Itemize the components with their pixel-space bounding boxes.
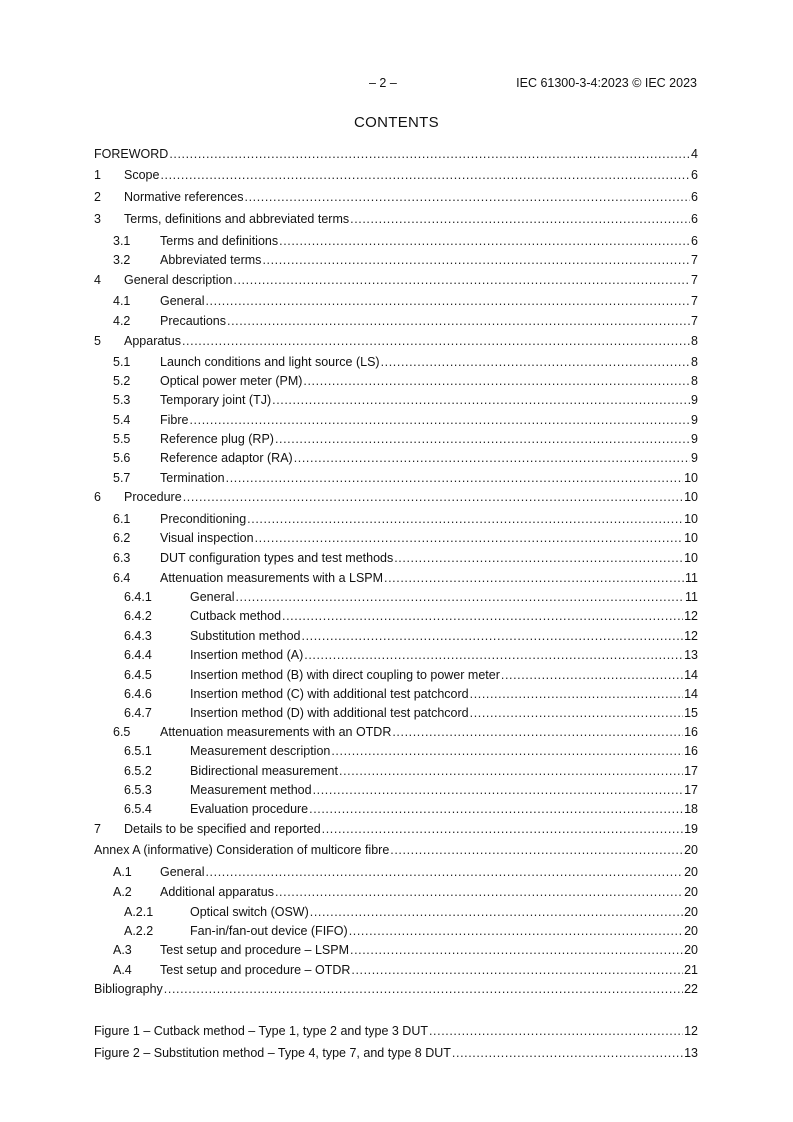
toc-entry-number: 6.4.2 <box>124 609 152 623</box>
dot-leader <box>282 606 683 626</box>
toc-entry-label: General description <box>124 270 233 290</box>
dot-leader <box>501 665 683 685</box>
dot-leader <box>247 509 683 529</box>
toc-entry-number: 4 <box>94 273 101 287</box>
toc-entry-page: 22 <box>683 979 698 999</box>
toc-entry-label: Measurement method <box>190 780 313 800</box>
toc-entry-label: Normative references <box>124 187 245 207</box>
toc-entry-number: 5.6 <box>113 451 131 465</box>
toc-entry-page: 10 <box>683 468 698 488</box>
toc-entry[interactable] <box>94 840 698 860</box>
toc-entry-number: 6.5.4 <box>124 802 152 816</box>
toc-entry-number: 5.5 <box>113 432 131 446</box>
toc-entry-label: General <box>190 587 235 607</box>
toc-entry-label: Attenuation measurements with a LSPM <box>160 568 384 588</box>
toc-entry-page: 20 <box>683 840 698 860</box>
toc-entry-label: Terms, definitions and abbreviated terms <box>124 209 350 229</box>
dot-leader <box>470 703 683 723</box>
toc-entry-number: 5.4 <box>113 413 131 427</box>
toc-entry-label: Test setup and procedure – OTDR <box>160 960 351 980</box>
dot-leader <box>164 979 683 999</box>
toc-entry-label: Additional apparatus <box>160 882 275 902</box>
toc-entry-number: 3 <box>94 212 101 226</box>
toc-entry-page: 9 <box>690 448 698 468</box>
toc-entry-label: Attenuation measurements with an OTDR <box>160 722 392 742</box>
toc-entry-page: 16 <box>683 722 698 742</box>
toc-entry-number: 6.4.5 <box>124 668 152 682</box>
toc-entry[interactable] <box>94 144 698 164</box>
toc-entry[interactable] <box>94 291 698 311</box>
dot-leader <box>349 921 683 941</box>
toc-entry-number: 6.4 <box>113 571 131 585</box>
toc-entry-label: Measurement description <box>190 741 331 761</box>
dot-leader <box>255 528 684 548</box>
toc-entry-label: Insertion method (A) <box>190 645 304 665</box>
toc-entry-label: Cutback method <box>190 606 282 626</box>
toc-entry-number: 6.5.1 <box>124 744 152 758</box>
toc-entry-page: 20 <box>683 921 698 941</box>
toc-entry-number: 5.3 <box>113 393 131 407</box>
toc-entry[interactable] <box>94 528 698 548</box>
toc-entry-page: 18 <box>683 799 698 819</box>
dot-leader <box>226 468 683 488</box>
toc-entry-number: 4.2 <box>113 314 131 328</box>
toc-entry-page: 7 <box>690 311 698 331</box>
toc-entry[interactable] <box>94 703 698 723</box>
toc-entry[interactable] <box>94 250 698 270</box>
toc-entry-label: Fibre <box>160 410 189 430</box>
dot-leader <box>235 587 684 607</box>
dot-leader <box>392 722 683 742</box>
dot-leader <box>279 231 690 251</box>
toc-entry-page: 17 <box>683 780 698 800</box>
dot-leader <box>275 882 683 902</box>
toc-entry-label: General <box>160 862 205 882</box>
dot-leader <box>304 645 683 665</box>
toc-entry[interactable] <box>94 429 698 449</box>
toc-entry-page: 10 <box>683 548 698 568</box>
toc-entry-label: Insertion method (D) with additional test patchcord <box>190 703 470 723</box>
toc-entry-page: 14 <box>683 684 698 704</box>
toc-entry[interactable] <box>94 626 698 646</box>
toc-entry[interactable] <box>94 921 698 941</box>
dot-leader <box>294 448 690 468</box>
dot-leader <box>205 291 690 311</box>
toc-entry-page: 8 <box>690 331 698 351</box>
toc-entry-label: Annex A (informative) Consideration of multicore fibre <box>94 840 390 860</box>
toc-entry[interactable] <box>94 487 698 507</box>
toc-entry-page: 15 <box>683 703 698 723</box>
toc-entry-label: Temporary joint (TJ) <box>160 390 272 410</box>
toc-entry[interactable] <box>94 270 698 290</box>
toc-entry-label: Evaluation procedure <box>190 799 309 819</box>
toc-entry-page: 6 <box>690 231 698 251</box>
dot-leader <box>322 819 683 839</box>
dot-leader <box>227 311 690 331</box>
toc-entry-label: Preconditioning <box>160 509 247 529</box>
toc-entry-number: 5.2 <box>113 374 131 388</box>
toc-entry-number: 6.5.3 <box>124 783 152 797</box>
toc-entry-label: Precautions <box>160 311 227 331</box>
toc-entry[interactable] <box>94 509 698 529</box>
toc-entry-number: A.2.2 <box>124 924 154 938</box>
toc-entry-page: 8 <box>690 371 698 391</box>
dot-leader <box>233 270 690 290</box>
toc-entry-label: FOREWORD <box>94 144 169 164</box>
toc-entry-number: 6.4.6 <box>124 687 152 701</box>
toc-entry[interactable] <box>94 940 698 960</box>
toc-entry-number: 5.1 <box>113 355 131 369</box>
toc-entry-number: 7 <box>94 822 101 836</box>
dot-leader <box>394 548 683 568</box>
toc-entry-label: DUT configuration types and test methods <box>160 548 394 568</box>
toc-entry-page: 4 <box>690 144 698 164</box>
dot-leader <box>189 410 690 430</box>
toc-entry-label: Reference plug (RP) <box>160 429 275 449</box>
toc-entry-page: 20 <box>683 882 698 902</box>
toc-entry-label: Procedure <box>124 487 183 507</box>
toc-entry-number: 3.1 <box>113 234 131 248</box>
toc-entry[interactable] <box>94 606 698 626</box>
toc-entry-page: 10 <box>683 487 698 507</box>
toc-entry-page: 10 <box>683 528 698 548</box>
toc-entry-label: Fan-in/fan-out device (FIFO) <box>190 921 349 941</box>
toc-entry[interactable] <box>94 371 698 391</box>
dot-leader <box>262 250 690 270</box>
toc-entry-page: 17 <box>683 761 698 781</box>
dot-leader <box>275 429 690 449</box>
dot-leader <box>429 1021 683 1041</box>
toc-entry-number: A.2 <box>113 885 132 899</box>
dot-leader <box>351 960 683 980</box>
toc-entry-page: 6 <box>690 165 698 185</box>
toc-entry-label: General <box>160 291 205 311</box>
toc-entry[interactable] <box>94 410 698 430</box>
toc-entry-number: 6 <box>94 490 101 504</box>
toc-entry[interactable] <box>94 448 698 468</box>
dot-leader <box>339 761 683 781</box>
toc-entry[interactable] <box>94 882 698 902</box>
toc-entry[interactable] <box>94 209 698 229</box>
toc-entry[interactable] <box>94 819 698 839</box>
toc-entry[interactable] <box>94 548 698 568</box>
toc-entry-number: 4.1 <box>113 294 131 308</box>
toc-entry[interactable] <box>94 187 698 207</box>
toc-entry-number: 3.2 <box>113 253 131 267</box>
toc-entry-label: Optical power meter (PM) <box>160 371 303 391</box>
toc-entry-page: 13 <box>683 645 698 665</box>
dot-leader <box>205 862 683 882</box>
toc-entry-number: 5 <box>94 334 101 348</box>
page-number: – 2 – <box>369 76 397 90</box>
toc-entry[interactable] <box>94 722 698 742</box>
toc-entry-number: 6.4.7 <box>124 706 152 720</box>
toc-entry-label: Test setup and procedure – LSPM <box>160 940 350 960</box>
toc-entry-page: 20 <box>683 902 698 922</box>
toc-entry[interactable] <box>94 165 698 185</box>
dot-leader <box>302 626 684 646</box>
document-id: IEC 61300-3-4:2023 © IEC 2023 <box>516 76 697 90</box>
dot-leader <box>183 487 683 507</box>
toc-entry-number: 6.3 <box>113 551 131 565</box>
toc-entry[interactable] <box>94 231 698 251</box>
toc-entry-label: Insertion method (C) with additional test patchcord <box>190 684 470 704</box>
dot-leader <box>350 209 690 229</box>
toc-entry-page: 6 <box>690 187 698 207</box>
dot-leader <box>381 352 690 372</box>
toc-entry-page: 14 <box>683 665 698 685</box>
toc-entry-label: Bibliography <box>94 979 164 999</box>
toc-entry-label: Optical switch (OSW) <box>190 902 310 922</box>
toc-entry-page: 20 <box>683 940 698 960</box>
toc-entry-number: 5.7 <box>113 471 131 485</box>
toc-entry-page: 13 <box>683 1043 698 1063</box>
toc-entry-label: Launch conditions and light source (LS) <box>160 352 381 372</box>
toc-entry-label: Scope <box>124 165 160 185</box>
toc-entry-page: 20 <box>683 862 698 882</box>
toc-entry-number: 2 <box>94 190 101 204</box>
toc-entry[interactable] <box>94 587 698 607</box>
toc-entry-label: Apparatus <box>124 331 182 351</box>
toc-entry-label: Abbreviated terms <box>160 250 262 270</box>
toc-entry-page: 9 <box>690 390 698 410</box>
figure-entry[interactable] <box>94 1043 698 1063</box>
toc-entry-number: A.3 <box>113 943 132 957</box>
toc-entry-label: Reference adaptor (RA) <box>160 448 294 468</box>
toc-entry-number: 6.5 <box>113 725 131 739</box>
dot-leader <box>452 1043 683 1063</box>
toc-entry-page: 9 <box>690 410 698 430</box>
toc-entry-number: A.4 <box>113 963 132 977</box>
toc-entry-number: 6.2 <box>113 531 131 545</box>
toc-entry-label: Bidirectional measurement <box>190 761 339 781</box>
dot-leader <box>272 390 690 410</box>
page-header <box>0 76 793 92</box>
figure-entry[interactable] <box>94 1021 698 1041</box>
toc-entry-page: 9 <box>690 429 698 449</box>
dot-leader <box>303 371 690 391</box>
dot-leader <box>331 741 683 761</box>
dot-leader <box>169 144 690 164</box>
toc-entry[interactable] <box>94 741 698 761</box>
toc-entry[interactable] <box>94 979 698 999</box>
toc-entry-page: 12 <box>683 1021 698 1041</box>
toc-entry-label: Insertion method (B) with direct coupling to power meter <box>190 665 501 685</box>
toc-entry[interactable] <box>94 902 698 922</box>
toc-entry-number: 6.5.2 <box>124 764 152 778</box>
toc-entry[interactable] <box>94 684 698 704</box>
toc-entry-number: A.1 <box>113 865 132 879</box>
toc-entry[interactable] <box>94 960 698 980</box>
dot-leader <box>350 940 683 960</box>
dot-leader <box>310 902 683 922</box>
toc-entry-number: 6.4.3 <box>124 629 152 643</box>
toc-entry-page: 7 <box>690 291 698 311</box>
toc-entry[interactable] <box>94 780 698 800</box>
toc-entry-number: A.2.1 <box>124 905 154 919</box>
toc-entry[interactable] <box>94 799 698 819</box>
toc-entry-page: 21 <box>683 960 698 980</box>
dot-leader <box>182 331 690 351</box>
toc-entry[interactable] <box>94 468 698 488</box>
toc-entry-page: 16 <box>683 741 698 761</box>
toc-entry[interactable] <box>94 568 698 588</box>
toc-entry-page: 7 <box>690 270 698 290</box>
toc-entry[interactable] <box>94 761 698 781</box>
toc-entry-page: 10 <box>683 509 698 529</box>
dot-leader <box>160 165 690 185</box>
dot-leader <box>390 840 683 860</box>
toc-entry-page: 8 <box>690 352 698 372</box>
toc-entry-page: 11 <box>684 568 698 588</box>
toc-entry-page: 6 <box>690 209 698 229</box>
toc-entry-page: 12 <box>683 626 698 646</box>
toc-entry-page: 12 <box>683 606 698 626</box>
toc-entry[interactable] <box>94 665 698 685</box>
toc-entry-label: Termination <box>160 468 226 488</box>
toc-entry-number: 6.1 <box>113 512 131 526</box>
toc-entry[interactable] <box>94 311 698 331</box>
toc-entry-page: 7 <box>690 250 698 270</box>
page-title: CONTENTS <box>354 114 439 131</box>
dot-leader <box>309 799 683 819</box>
dot-leader <box>245 187 691 207</box>
toc-entry[interactable] <box>94 645 698 665</box>
toc-entry[interactable] <box>94 390 698 410</box>
toc-entry-number: 6.4.1 <box>124 590 152 604</box>
toc-entry-page: 19 <box>683 819 698 839</box>
toc-entry-page: 11 <box>684 587 698 607</box>
toc-entry[interactable] <box>94 331 698 351</box>
toc-entry[interactable] <box>94 352 698 372</box>
toc-entry-label: Substitution method <box>190 626 302 646</box>
dot-leader <box>313 780 684 800</box>
toc-entry-number: 6.4.4 <box>124 648 152 662</box>
dot-leader <box>384 568 684 588</box>
dot-leader <box>470 684 683 704</box>
toc-entry-label: Figure 2 – Substitution method – Type 4, type 7, and type 8 DUT <box>94 1043 452 1063</box>
toc-entry-label: Terms and definitions <box>160 231 279 251</box>
toc-entry-number: 1 <box>94 168 101 182</box>
toc-entry[interactable] <box>94 862 698 882</box>
toc-entry-label: Figure 1 – Cutback method – Type 1, type 2 and type 3 DUT <box>94 1021 429 1041</box>
toc-entry-label: Details to be specified and reported <box>124 819 322 839</box>
toc-entry-label: Visual inspection <box>160 528 255 548</box>
